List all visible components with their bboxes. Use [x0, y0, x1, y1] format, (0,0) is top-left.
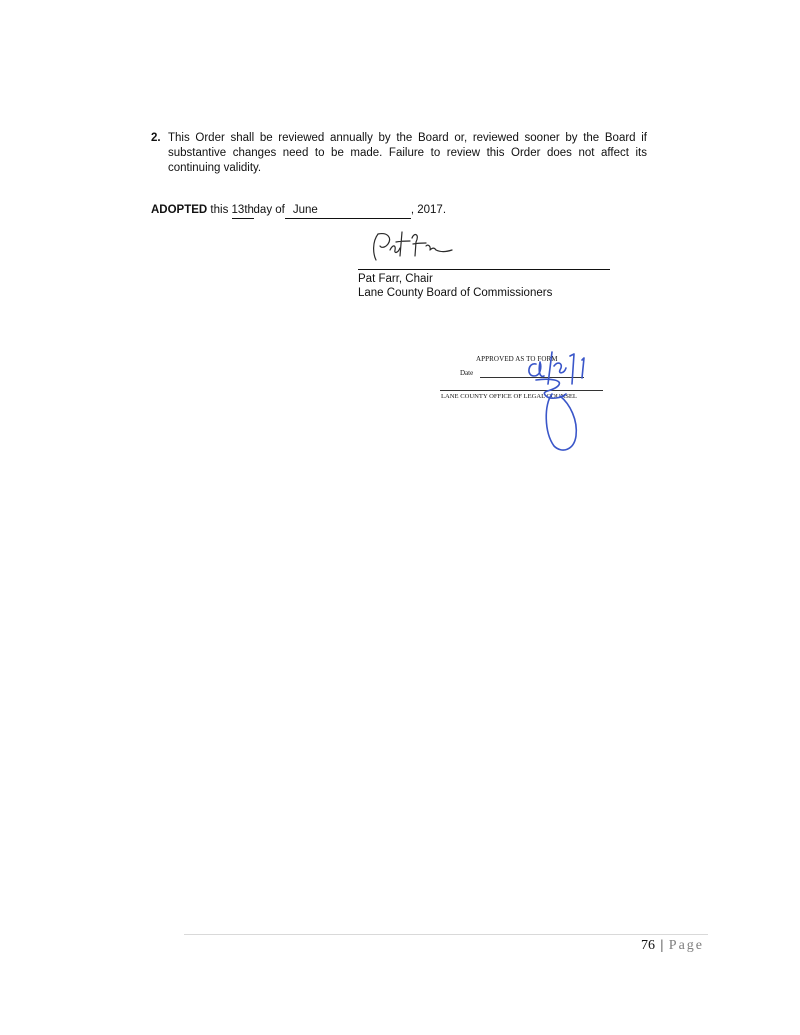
section-number: 2. [151, 132, 161, 144]
page-footer [641, 938, 704, 954]
footer-separator: | [660, 938, 664, 953]
adopted-label: ADOPTED [151, 204, 208, 216]
signer-title: Lane County Board of Commissioners [358, 287, 553, 299]
signature-line [358, 269, 610, 270]
counsel-signature-image [440, 350, 610, 455]
page-number: 76 [640, 938, 655, 953]
adopted-year: , 2017. [410, 204, 447, 216]
adopted-this: this [207, 204, 232, 216]
adoption-line [151, 203, 446, 219]
adopted-day: 13th [232, 203, 254, 219]
stamp-office: LANE COUNTY OFFICE OF LEGAL COUNSEL [441, 393, 577, 400]
signer-name: Pat Farr, Chair [358, 273, 433, 285]
stamp-date-label: Date [460, 369, 474, 377]
section-text: This Order shall be reviewed annually by the Board or, reviewed sooner by the Board if substantive changes need to be made. Failure to review this Order does not affect its continuing validity. [168, 132, 647, 174]
order-section-2 [151, 131, 647, 176]
page-word: Page [668, 938, 704, 953]
adopted-day-of: day of [253, 204, 285, 216]
stamp-heading: APPROVED AS TO FORM [476, 355, 558, 363]
adopted-month: June [285, 203, 411, 219]
chair-signature-image [366, 228, 466, 266]
footer-rule [184, 934, 708, 935]
